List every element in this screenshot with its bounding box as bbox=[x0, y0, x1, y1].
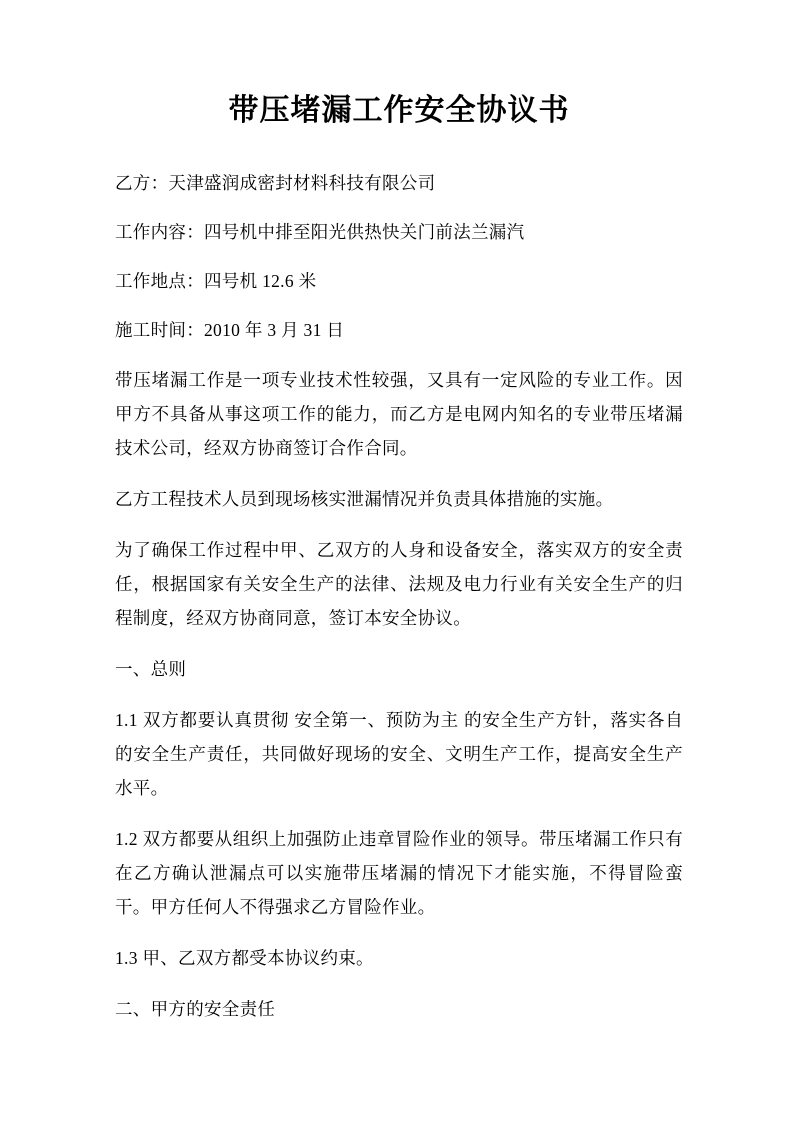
paragraph-clause-1-3: 1.3 甲、乙双方都受本协议约束。 bbox=[115, 948, 374, 969]
paragraph-agreement-purpose: 为了确保工作过程中甲、乙双方的人身和设备安全，落实双方的安全责任，根据国家有关安全生产的法律、法规及电力行业有关安全生产的归程制度，经双方协商同意，签订本安全协议。 bbox=[115, 540, 683, 629]
page-title: 带压堵漏工作安全协议书 bbox=[228, 93, 570, 128]
paragraph-clause-1-1: 1.1 双方都要认真贯彻 安全第一、预防为主 的安全生产方针，落实各自的安全生产责任，共同做好现场的安全、文明生产工作，提高安全生产水平。 bbox=[115, 709, 683, 798]
paragraph-party-b: 乙方：天津盛润成密封材料科技有限公司 bbox=[115, 173, 436, 193]
section-heading-party-a-duty: 二、甲方的安全责任 bbox=[115, 999, 276, 1020]
paragraph-construction-date: 施工时间：2010 年 3 月 31 日 bbox=[115, 320, 345, 341]
paragraph-work-location: 工作地点：四号机 12.6 米 bbox=[115, 271, 317, 292]
paragraph-work-content: 工作内容：四号机中排至阳光供热快关门前法兰漏汽 bbox=[115, 222, 525, 243]
paragraph-background: 带压堵漏工作是一项专业技术性较强，又具有一定风险的专业工作。因甲方不具备从事这项工作的能力，而乙方是电网内知名的专业带压堵漏技术公司，经双方协商签订合作合同。 bbox=[115, 369, 683, 458]
paragraph-technician-duty: 乙方工程技术人员到现场核实泄漏情况并负责具体措施的实施。 bbox=[115, 488, 614, 509]
section-heading-general: 一、总则 bbox=[115, 659, 187, 680]
paragraph-clause-1-2: 1.2 双方都要从组织上加强防止违章冒险作业的领导。带压堵漏工作只有在乙方确认泄漏点可以实施带压堵漏的情况下才能实施，不得冒险蛮干。甲方任何人不得强求乙方冒险作业。 bbox=[115, 828, 683, 918]
